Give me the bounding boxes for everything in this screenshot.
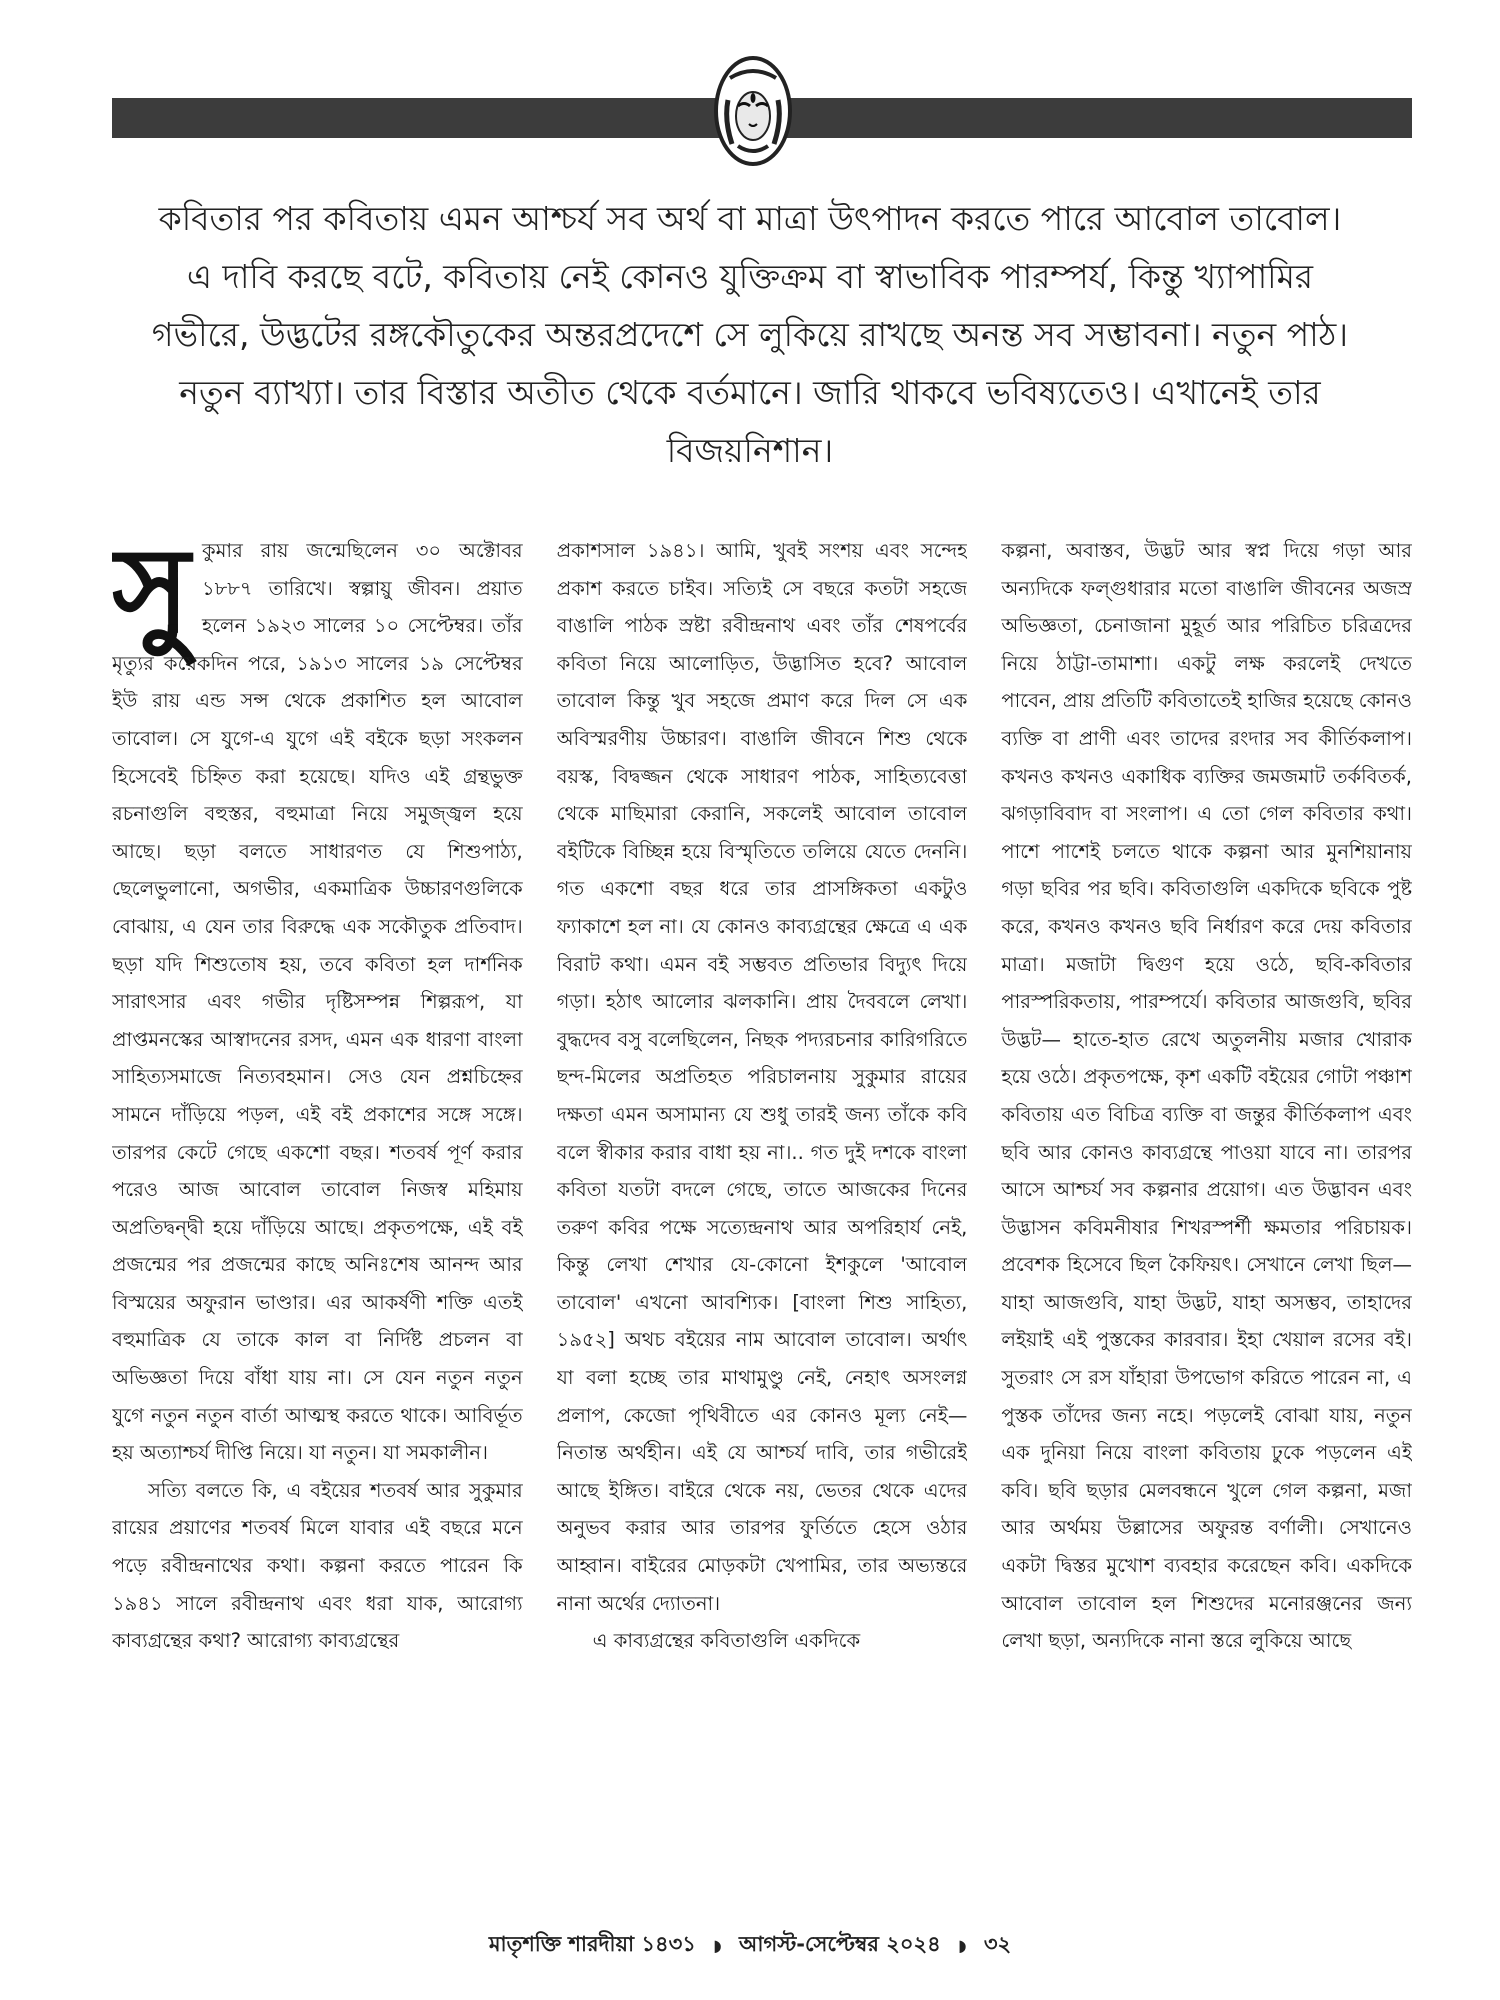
article-paragraph: কল্পনা, অবাস্তব, উদ্ভট আর স্বপ্ন দিয়ে গড়া আর অন্যদিকে ফল্গুধারার মতো বাঙালি জীবনের অজস্র অভিজ্ঞতা, চেনাজানা মুহূর্ত আর পরিচিত চরিত্রদের নিয়ে ঠাট্টা-তামাশা। একটু লক্ষ করলেই দেখতে পাবেন, প্রায় প্রতিটি কবিতাতেই হাজির হয়েছে কোনও ব্যক্তি বা প্রাণী এবং তাদের রংদার সব কীর্তিকলাপ। কখনও কখনও একাধিক ব্যক্তির জমজমাট তর্কবিতর্ক, ঝগড়াবিবাদ বা সংলাপ। এ তো গেল কবিতার কথা। পাশে পাশেই চলতে থাকে কল্পনা আর মুনশিয়ানায় গড়া ছবির পর ছবি। কবিতাগুলি একদিকে ছবিকে পুষ্ট করে, কখনও কখনও ছবি নির্ধারণ করে দেয় কবিতার মাত্রা। মজাটা দ্বিগুণ হয়ে ওঠে, ছবি-কবিতার পারস্পরিকতায়, পারম্পর্যে। কবিতার আজগুবি, ছবির উদ্ভট— হাতে-হাত রেখে অতুলনীয় মজার খোরাক হয়ে ওঠে। প্রকৃতপক্ষে, কৃশ একটি বইয়ের গোটা পঞ্চাশ কবিতায় এত বিচিত্র ব্যক্তি বা জন্তুর কীর্তিকলাপ এবং ছবি আর কোনও কাব্যগ্রন্থে পাওয়া যাবে না। তারপর আসে আশ্চর্য সব কল্পনার প্রয়োগ। এত উদ্ভাবন এবং উদ্ভাসন কবিমনীষার শিখরস্পর্শী ক্ষমতার পরিচায়ক। প্রবেশক হিসেবে ছিল কৈফিয়ৎ। সেখানে লেখা ছিল— যাহা আজগুবি, যাহা উদ্ভট, যাহা অসম্ভব, তাহাদের লইয়াই এই পুস্তকের কারবার। ইহা খেয়াল রসের বই। সুতরাং সে রস যাঁহারা উপভোগ করিতে পারেন না, এ পুস্তক তাঁদের জন্য নহে। পড়লেই বোঝা যায়, নতুন এক দুনিয়া নিয়ে বাংলা কবিতায় ঢুকে পড়লেন এই কবি। ছবি ছড়ার মেলবন্ধনে খুলে গেল কল্পনা, মজা আর অর্থময় উল্লাসের অফুরন্ত বর্ণালী। সেখানেও একটা দ্বিস্তর মুখোশ ব্যবহার করেছেন কবি। একদিকে আবোল তাবোল হল শিশুদের মনোরঞ্জনের জন্য লেখা ছড়া, অন্যদিকে নানা স্তরে লুকিয়ে আছে <box>1001 539 1413 1653</box>
article-paragraph: এ কাব্যগ্রন্থের কবিতাগুলি একদিকে <box>592 1629 861 1653</box>
footer-date: আগস্ট-সেপ্টেম্বর ২০২৪ <box>738 1932 941 1956</box>
footer-separator: ◗ <box>713 1936 722 1955</box>
article-body <box>112 532 1412 1892</box>
paragraph-text: কুমার রায় জন্মেছিলেন ৩০ অক্টোবর ১৮৮৭ তারিখে। স্বল্পায়ু জীবন। প্রয়াত হলেন ১৯২৩ সালের ১০ সেপ্টেম্বর। তাঁর মৃত্যুর কয়েকদিন পরে, ১৯১৩ সালের ১৯ সেপ্টেম্বর ইউ রায় এন্ড সন্স থেকে প্রকাশিত হল আবোল তাবোল। সে যুগে-এ যুগে এই বইকে ছড়া সংকলন হিসেবেই চিহ্নিত করা হয়েছে। যদিও এই গ্রন্থভুক্ত রচনাগুলি বহুস্তর, বহুমাত্রা নিয়ে সমুজ্জ্বল হয়ে আছে। ছড়া বলতে সাধারণত যে শিশুপাঠ্য, ছেলেভুলানো, অগভীর, একমাত্রিক উচ্চারণগুলিকে বোঝায়, এ যেন তার বিরুদ্ধে এক সকৌতুক প্রতিবাদ। ছড়া যদি শিশুতোষ হয়, তবে কবিতা হল দার্শনিক সারাৎসার এবং গভীর দৃষ্টিসম্পন্ন শিল্পরূপ, যা প্রাপ্তমনস্কের আস্বাদনের রসদ, এমন এক ধারণা বাংলা সাহিত্যসমাজে নিত্যবহমান। সেও যেন প্রশ্নচিহ্নের সামনে দাঁড়িয়ে পড়ল, এই বই প্রকাশের সঙ্গে সঙ্গে। তারপর কেটে গেছে একশো বছর। শতবর্ষ পূর্ণ করার পরেও আজ আবোল তাবোল নিজস্ব মহিমায় অপ্রতিদ্বন্দ্বী হয়ে দাঁড়িয়ে আছে। প্রকৃতপক্ষে, এই বই প্রজন্মের পর প্রজন্মের কাছে অনিঃশেষ আনন্দ আর বিস্ময়ের অফুরান ভাণ্ডার। এর আকর্ষণী শক্তি এতই বহুমাত্রিক যে তাকে কাল বা নির্দিষ্ট প্রচলন বা অভিজ্ঞতা দিয়ে বাঁধা যায় না। সে যেন নতুন নতুন যুগে নতুন নতুন বার্তা আত্মস্থ করতে থাকে। আবির্ভূত হয় অত্যাশ্চর্য দীপ্তি নিয়ে। যা নতুন। যা সমকালীন। <box>112 539 523 1465</box>
goddess-face-emblem-icon <box>714 56 792 166</box>
article-column-3 <box>1001 532 1412 1892</box>
article-paragraph <box>112 532 523 1472</box>
page-footer <box>0 1928 1500 1963</box>
drop-cap: সু <box>112 532 190 659</box>
article-paragraph: সত্যি বলতে কি, এ বইয়ের শতবর্ষ আর সুকুমার রায়ের প্রয়াণের শতবর্ষ মিলে যাবার এই বছরে মনে পড়ে রবীন্দ্রনাথের কথা। কল্পনা করতে পারেন কি ১৯৪১ সালে রবীন্দ্রনাথ এবং ধরা যাক, আরোগ্য কাব্যগ্রন্থের কথা? আরোগ্য কাব্যগ্রন্থের <box>112 1478 523 1653</box>
intro-pull-quote: কবিতার পর কবিতায় এমন আশ্চর্য সব অর্থ বা মাত্রা উৎপাদন করতে পারে আবোল তাবোল। এ দাবি করছে বটে, কবিতায় নেই কোনও যুক্তিক্রম বা স্বাভাবিক পারম্পর্য, কিন্তু খ্যাপামির গভীরে, উদ্ভটের রঙ্গকৌতুকের অন্তরপ্রদেশে সে লুকিয়ে রাখছে অনন্ত সব সম্ভাবনা। নতুন পাঠ। নতুন ব্যাখ্যা। তার বিস্তার অতীত থেকে বর্তমানে। জারি থাকবে ভবিষ্যতেও। এখানেই তার বিজয়নিশান। <box>151 199 1349 470</box>
article-column-2 <box>557 532 968 1892</box>
article-paragraph: প্রকাশসাল ১৯৪১। আমি, খুবই সংশয় এবং সন্দেহ প্রকাশ করতে চাইব। সত্যিই সে বছরে কতটা সহজে বাঙালি পাঠক স্রষ্টা রবীন্দ্রনাথ এবং তাঁর শেষপর্বের কবিতা নিয়ে আলোড়িত, উদ্ভাসিত হবে? আবোল তাবোল কিন্তু খুব সহজে প্রমাণ করে দিল সে এক অবিস্মরণীয় উচ্চারণ। বাঙালি জীবনে শিশু থেকে বয়স্ক, বিদ্বজ্জন থেকে সাধারণ পাঠক, সাহিত্যবেত্তা থেকে মাছিমারা কেরানি, সকলেই আবোল তাবোল বইটিকে বিচ্ছিন্ন হয়ে বিস্মৃতিতে তলিয়ে যেতে দেননি। গত একশো বছর ধরে তার প্রাসঙ্গিকতা একটুও ফ্যাকাশে হল না। যে কোনও কাব্যগ্রন্থের ক্ষেত্রে এ এক বিরাট কথা। এমন বই সম্ভবত প্রতিভার বিদ্যুৎ দিয়ে গড়া। হঠাৎ আলোর ঝলকানি। প্রায় দৈববলে লেখা। বুদ্ধদেব বসু বলেছিলেন, নিছক পদ্যরচনার কারিগরিতে ছন্দ-মিলের অপ্রতিহত পরিচালনায় সুকুমার রায়ের দক্ষতা এমন অসামান্য যে শুধু তারই জন্য তাঁকে কবি বলে স্বীকার করার বাধা হয় না।.. গত দুই দশকে বাংলা কবিতা যতটা বদলে গেছে, তাতে আজকের দিনের তরুণ কবির পক্ষে সত্যেন্দ্রনাথ আর অপরিহার্য নেই, কিন্তু লেখা শেখার যে-কোনো ইশকুলে 'আবোল তাবোল' এখনো আবশ্যিক। [বাংলা শিশু সাহিত্য, ১৯৫২] অথচ বইয়ের নাম আবোল তাবোল। অর্থাৎ যা বলা হচ্ছে তার মাথামুণ্ডু নেই, নেহাৎ অসংলগ্ন প্রলাপ, কেজো পৃথিবীতে এর কোনও মূল্য নেই— নিতান্ত অর্থহীন। এই যে আশ্চর্য দাবি, তার গভীরেই আছে ইঙ্গিত। বাইরে থেকে নয়, ভেতর থেকে এদের অনুভব করার আর তারপর ফুর্তিতে হেসে ওঠার আহ্বান। বাইরের মোড়কটা খেপামির, তার অভ্যন্তরে নানা অর্থের দ্যোতনা। <box>556 539 968 1615</box>
article-column-1 <box>112 532 523 1892</box>
footer-publication: মাতৃশক্তি শারদীয়া ১৪৩১ <box>488 1932 696 1956</box>
footer-separator: ◗ <box>958 1936 967 1955</box>
footer-page-number: ৩২ <box>983 1932 1012 1956</box>
